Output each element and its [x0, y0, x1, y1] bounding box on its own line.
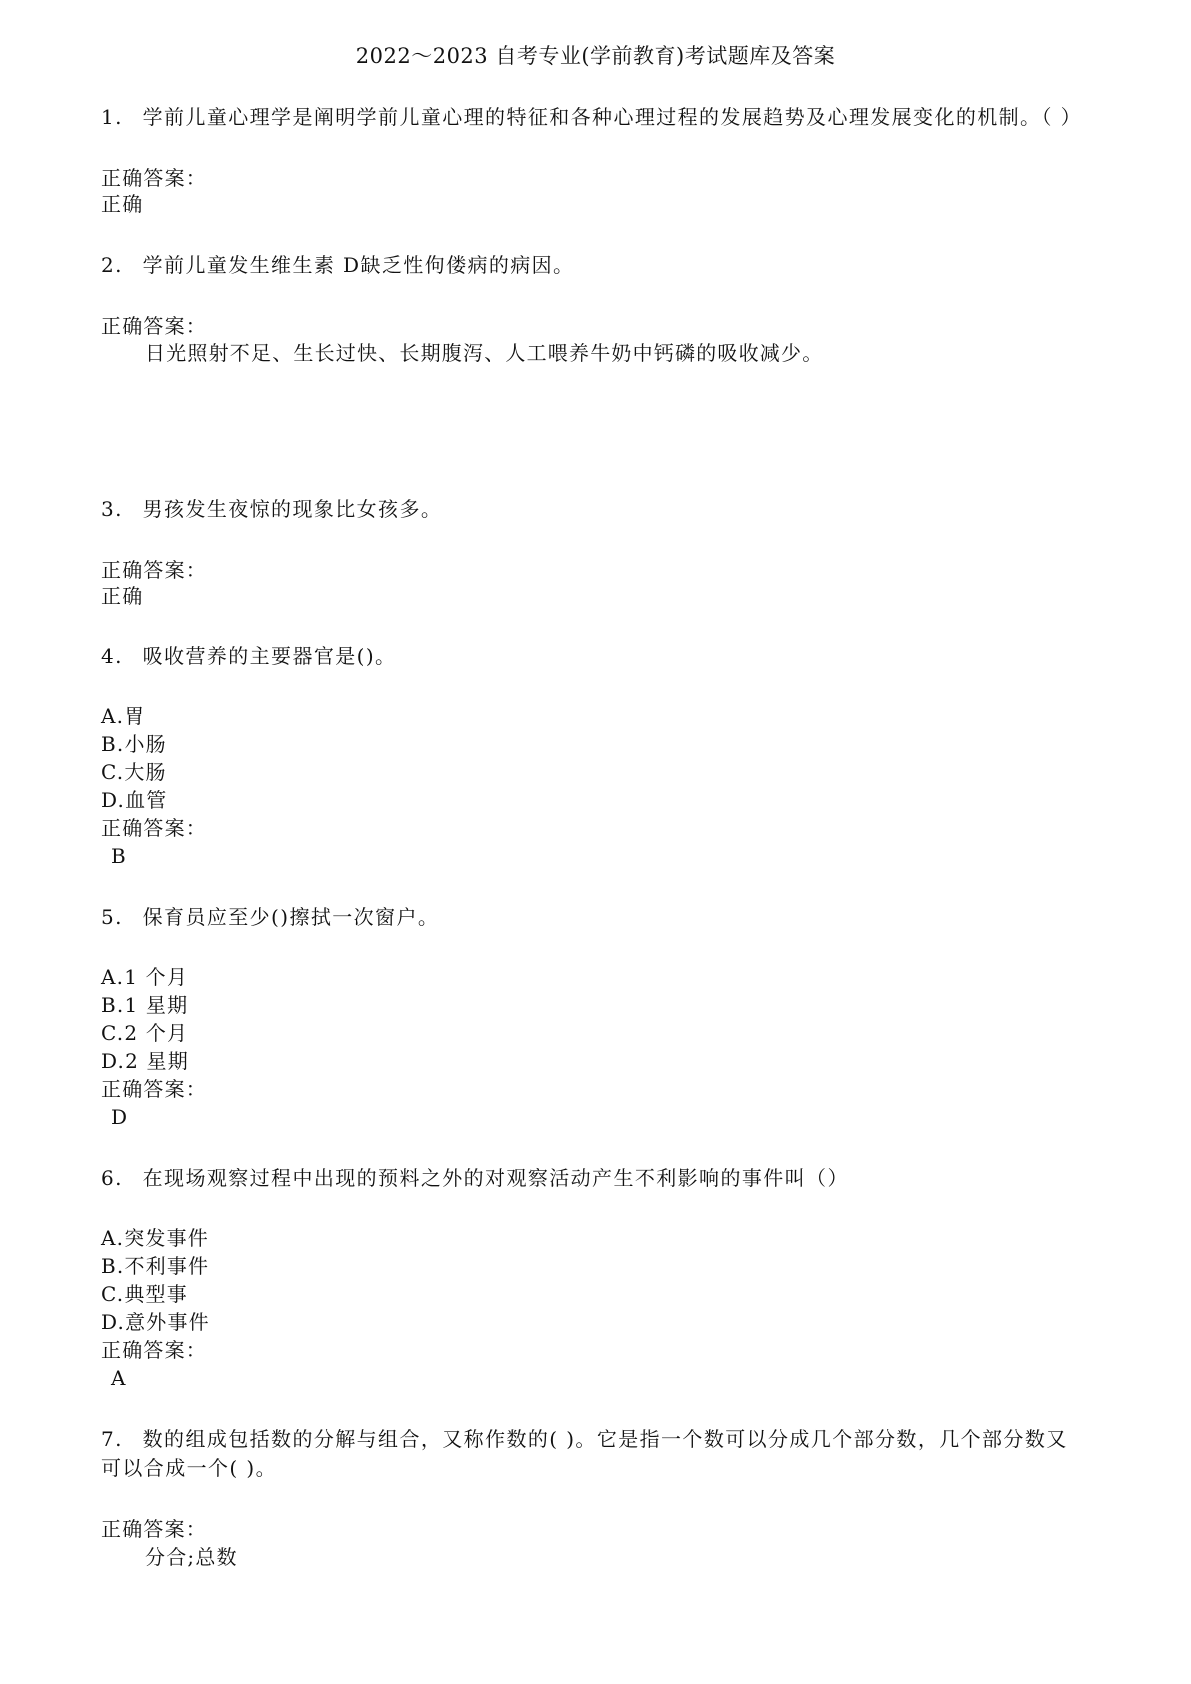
question-number: 7.: [101, 1427, 123, 1451]
question-text-line-2: 可以合成一个( )。: [101, 1456, 277, 1480]
question-text: 学前儿童发生维生素 D缺乏性佝偻病的病因。: [142, 253, 575, 277]
answer-label: 正确答案：: [101, 166, 207, 190]
answer-label: 正确答案：: [101, 558, 207, 582]
question-number: 6.: [101, 1166, 123, 1190]
answer-value: A: [111, 1366, 127, 1390]
answer-label: 正确答案：: [101, 314, 207, 338]
question-1: [101, 104, 1082, 130]
answer-label: 正确答案：: [101, 816, 207, 840]
option-a: A.突发事件: [101, 1226, 210, 1250]
option-b: B.不利事件: [101, 1254, 210, 1278]
question-text: 男孩发生夜惊的现象比女孩多。: [142, 497, 443, 521]
question-number: 4.: [101, 644, 123, 668]
question-2: [101, 252, 574, 278]
answer-value: 正确: [101, 192, 144, 216]
question-text: 吸收营养的主要器官是()。: [142, 644, 397, 668]
option-d: D.血管: [101, 788, 168, 812]
question-number: 3.: [101, 497, 123, 521]
document-title: 2022～2023 自考专业(学前教育)考试题库及答案: [355, 44, 836, 68]
question-7: [101, 1426, 1068, 1452]
option-a: A.胃: [101, 704, 146, 728]
answer-value: 分合;总数: [145, 1545, 238, 1569]
option-a: A.1 个月: [101, 965, 189, 989]
question-3: [101, 496, 442, 522]
option-c: C.2 个月: [101, 1021, 189, 1045]
option-d: D.2 星期: [101, 1049, 189, 1073]
answer-value: D: [111, 1105, 129, 1129]
answer-label: 正确答案：: [101, 1077, 207, 1101]
question-text: 学前儿童心理学是阐明学前儿童心理的特征和各种心理过程的发展趋势及心理发展变化的机制。（ ）: [142, 105, 1083, 129]
question-number: 2.: [101, 253, 123, 277]
question-4: [101, 643, 396, 669]
answer-label: 正确答案：: [101, 1517, 207, 1541]
question-text-line-1: 数的组成包括数的分解与组合，又称作数的( )。它是指一个数可以分成几个部分数，几个部分数又: [142, 1427, 1068, 1451]
option-b: B.1 星期: [101, 993, 189, 1017]
answer-value: 日光照射不足、生长过快、长期腹泻、人工喂养牛奶中钙磷的吸收减少。: [145, 341, 824, 365]
option-b: B.小肠: [101, 732, 167, 756]
answer-value: 正确: [101, 584, 144, 608]
answer-value: B: [111, 844, 127, 868]
question-text: 保育员应至少()擦拭一次窗户。: [142, 905, 440, 929]
option-c: C.大肠: [101, 760, 167, 784]
question-number: 5.: [101, 905, 123, 929]
option-d: D.意外事件: [101, 1310, 210, 1334]
question-6: [101, 1165, 849, 1191]
question-5: [101, 904, 439, 930]
question-text: 在现场观察过程中出现的预料之外的对观察活动产生不利影响的事件叫（）: [142, 1166, 849, 1190]
option-c: C.典型事: [101, 1282, 188, 1306]
question-number: 1.: [101, 105, 123, 129]
answer-label: 正确答案：: [101, 1338, 207, 1362]
